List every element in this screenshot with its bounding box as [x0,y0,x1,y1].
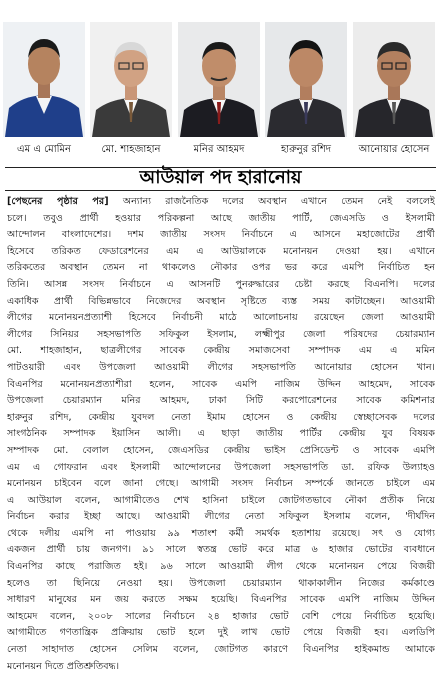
continuation-kicker: [পেছনের পৃষ্ঠার পর] [7,196,109,207]
article-line: নির্বাচন করার ইচ্ছা আছে। আওয়ামী লীগের নেতা সফিকুল ইসলাম বলেন, 'দীর্ঘদিন [7,511,435,523]
person-anwar-hossain [353,22,435,164]
article-line: থেকে দলীয় এমপি না পাওয়ায় ৯৯ শতাংশ কর্মী সমর্থক হতাশায় রয়েছে। সৎ ও যোগ্য [7,527,435,539]
person-harunur-rashid [265,22,347,164]
article-line: উপজেলা চেয়ারম্যান মনির আহমদ, ঢাকা সিটি করপোরেশনের সাবেক কমিশনার [7,395,435,407]
photo-row [0,0,441,166]
article-line: মনোনয়ন চাইবেন বলে জানা গেছে। আগামী সংসদ নির্বাচন সম্পর্কে জানতে চাইলে এম [7,478,435,490]
article-line: মো. শাহজাহান, ছাত্রলীগের সাবেক কেন্দ্রীয় সমাজসেবা সম্পাদক এম এ মমিন [7,345,435,357]
portrait-photo-harunur [265,22,347,137]
article-line: সাংগঠনিক সম্পাদক ইয়াসিন আলী। এ ছাড়া জাতীয় পার্টির কেন্দ্রীয় যুব বিষয়ক [7,428,435,440]
person-shahjahan [90,22,172,164]
article-line: লীগের মনোনয়নপ্রত্যাশী হিসেবে নির্বাচনী মাঠে আলোচনায় রয়েছেন জেলা আওয়ামী [7,312,435,324]
photo-caption: আনোয়ার হোসেন [358,144,430,155]
portrait-photo-shahjahan [90,22,172,137]
article-line: হিসেবে তরিকত ফেডারেশনের এম এ আউয়ালকে মনোনয়ন দেওয়া হয়। এখানে [7,245,435,257]
photo-caption: মনির আহমদ [193,144,245,155]
article-line: বিএনপির কাছে পরাজিত হই। ৯৬ সালে আওয়ামী লীগ থেকে মনোনয়ন পেয়ে বিজয়ী [7,561,435,573]
photo-caption: এম এ মোমিন [16,144,72,155]
article-line [7,194,435,211]
person-monir-ahmad [178,22,260,164]
headline: আউয়াল পদ হারানোয় [139,167,302,188]
portrait-photo-monir [178,22,260,137]
article-line-text: অন্যান্য রাজনৈতিক দলের অবস্থান এখানে তেমন নেই বললেই [122,196,435,207]
article-line: নেতা সাহাদাত হোসেন সেলিম বলেন, জোটগত কারণে বিএনপির হাইকমান্ড আমাকে [7,644,435,656]
photo-caption: হারুনুর রশিদ [280,144,331,155]
photo-caption: মো. শাহজাহান [101,144,161,155]
article-line: বিএনপির মনোনয়নপ্রত্যাশীরা হলেন, সাবেক এমপি নাজিম উদ্দিন আহমেদ, সাবেক [7,378,435,390]
portrait-photo-momin [3,22,85,137]
article-line: পাটওয়ারী এবং উপজেলা আওয়ামী লীগের সহসভাপতি আনোয়ার হোসেন খান। [7,361,435,373]
article-line: হারুনুর রশিদ, কেন্দ্রীয় যুবদল নেতা ইমাম হোসেন ও কেন্দ্রীয় স্বেচ্ছাসেবক দলের [7,411,435,423]
article-line: একাধিক প্রার্থী বিভিন্নভাবে নিজেদের অবস্থান সৃষ্টিতে ব্যস্ত সময় কাটাচ্ছেন। আওয়ামী [7,295,435,307]
article-line: সম্পাদক মো. বেলাল হোসেন, জেএসডির কেন্দ্রীয় ভাইস প্রেসিডেন্ট ও সাবেক এমপি [7,444,435,456]
person-momin [3,22,85,164]
article-line: হলেও তা ছিনিয়ে নেওয়া হয়। উপজেলা চেয়ারম্যান থাকাকালীন নিজের কর্মকাণ্ডে [7,577,435,589]
article-line: আহমেদ বলেন, ২০০৮ সালের নির্বাচনে ২৪ হাজার ভোট বেশি পেয়ে নির্বাচিত হয়েছি। [7,610,435,622]
portrait-photo-anwar [353,22,435,137]
article-line: তিনি। আসন্ন সংসদ নির্বাচনে এ আসনটি পুনরুদ্ধারের চেষ্টা করছে বিএনপি। দলের [7,278,435,290]
article-line: চলে। তবুও প্রার্থী হওয়ার পরিকল্পনা আছে জাতীয় পার্টি, জেএসডি ও ইসলামী [7,212,435,224]
headline-bottom-rule [5,190,436,191]
article-line: আগামীতে গণতান্ত্রিক প্রক্রিয়ায় ভোট হলে দুই লাখ ভোট পেয়ে বিজয়ী হব। এলডিপি [7,627,435,639]
article-line: মনোনয়ন দিতে প্রতিশ্রুতিবদ্ধ। [7,660,120,672]
article-line: লীগের সিনিয়র সহসভাপতি সফিকুল ইসলাম, লক্ষ্মীপুর জেলা পরিষদের চেয়ারম্যান [7,328,435,340]
article-line: সাধারণ মানুষের মন জয় করতে সক্ষম হয়েছি। বিএনপির সাবেক এমপি নাজিম উদ্দিন [7,594,435,606]
article-line: আন্দোলন বাংলাদেশের। দশম জাতীয় সংসদ নির্বাচনে এ আসনে মহাজোটের প্রার্থী [7,229,435,241]
article-line: তরিকতের অবস্থান তেমন না থাকলেও নৌকার ওপর ভর করে এমপি নির্বাচিত হন [7,262,435,274]
article-line: এম এ গোফরান এবং ইসলামী আন্দোলনের উপজেলা সহসভাপতি ডা. রফিক উল্যাহও [7,461,435,473]
article-line: এ আউয়াল বলেন, আগামীতেও শেখ হাসিনা চাইলে জোটগতভাবে নৌকা প্রতীক নিয়ে [7,494,435,506]
article-line: একজন প্রার্থী চায় জনগণ। ৯১ সালে স্বতন্ত্র ভোট করে মাত্র ৬ হাজার ভোটের ব্যবধানে [7,544,435,556]
article-body [7,194,435,675]
